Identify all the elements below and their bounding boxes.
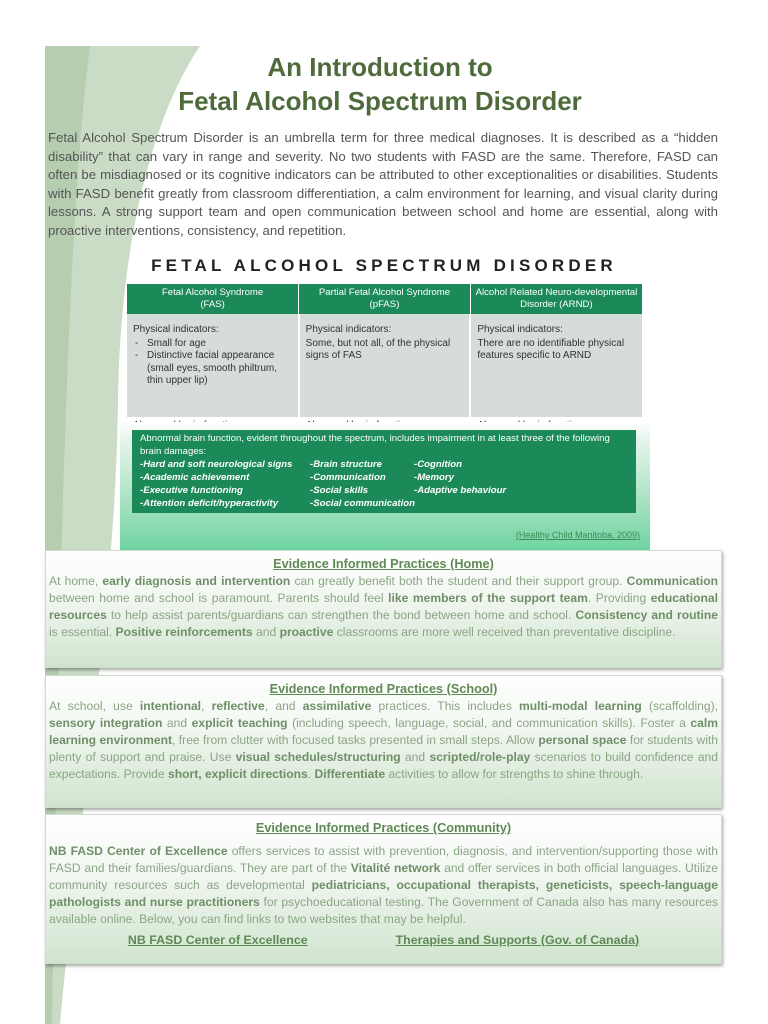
- impairment-item: -Academic achievement: [140, 472, 250, 483]
- impairment-item: -Communication: [310, 472, 386, 483]
- impairment-item: -Cognition: [414, 459, 462, 470]
- impairment-column-1: [140, 458, 292, 510]
- school-heading: Evidence Informed Practices (School): [269, 682, 498, 696]
- indicators-label: Physical indicators:: [305, 324, 392, 335]
- community-heading: Evidence Informed Practices (Community): [255, 821, 512, 835]
- community-practices-box: [45, 814, 722, 964]
- indicators-label: Physical indicators:: [133, 324, 219, 335]
- intro-paragraph: Fetal Alcohol Spectrum Disorder is an umbrella term for three medical diagnoses. It is described as a “hidden disability” that can vary in range and severity. No two students with FASD are the same. Therefore, FASD can often be misdiagnosed or its cognitive indicators can be attributed to other exceptionalities or disabilities. Students with FASD benefit greatly from classroom differentiation, a calm environment for learning, and visual clarity during lessons. A strong support team and open communication between school and home are essential, along with proactive interventions, consistency, and repetition.: [48, 130, 718, 238]
- table-header-arnd: Alcohol Related Neuro-developmental Disorder (ARND): [470, 284, 642, 314]
- impairment-box: [132, 430, 636, 513]
- list-item: - Small for age: [145, 338, 292, 351]
- table-cell-pfas: [299, 314, 471, 417]
- page-title-line2: Fetal Alcohol Spectrum Disorder: [178, 86, 582, 116]
- fas-bullets: [133, 338, 292, 388]
- arnd-text: There are no identifiable physical features specific to ARND: [477, 337, 625, 361]
- page-title-line1: An Introduction to: [267, 52, 493, 82]
- impairment-item: -Brain structure: [310, 459, 382, 470]
- nb-fasd-center-link[interactable]: NB FASD Center of Excellence: [127, 933, 308, 947]
- table-header-pfas: Partial Fetal Alcohol Syndrome (pFAS): [299, 284, 471, 314]
- indicators-label: Physical indicators:: [477, 324, 563, 335]
- impairment-column-3: [414, 458, 506, 497]
- table-cell-arnd: [470, 314, 642, 417]
- impairment-column-2: [310, 458, 415, 510]
- table-cell-fas: [127, 314, 299, 417]
- impairment-item: -Social skills: [310, 485, 369, 496]
- figure-citation: (Healthy Child Manitoba, 2009): [515, 530, 640, 540]
- school-practices-box: [45, 675, 722, 808]
- impairment-item: -Memory: [414, 472, 454, 483]
- table-header-fas: Fetal Alcohol Syndrome (FAS): [127, 284, 299, 314]
- diagnosis-table: [127, 284, 642, 417]
- school-paragraph: At school, use intentional, reflective, and assimilative practices. This includes multi-modal learning (scaffolding), sensory integration and explicit teaching (including speech, language, social, and communication skills). Foster a calm learning environment, free from clutter with focused tasks presented in small steps. Allow personal space for students with plenty of support and praise. Use visual schedules/structuring and scripted/role-play scenarios to build confidence and expectations. Provide short, explicit directions. Differentiate activities to allow for strengths to shine through.: [49, 699, 719, 781]
- list-item: - Distinctive facial appearance (small eyes, smooth philtrum, thin upper lip): [145, 350, 292, 388]
- figure-title: FETAL ALCOHOL SPECTRUM DISORDER: [151, 256, 617, 275]
- community-paragraph: NB FASD Center of Excellence offers services to assist with prevention, diagnosis, and intervention/supporting those with FASD and their families/guardians. They are part of the Vitalité network and offer services in both official languages. Utilize community resources such as developmental pediatricians, occupational therapists, geneticists, speech-language pathologists and nurse practitioners for psychoeducational testing. The Government of Canada also has many resources available online. Below, you can find links to two websites that may be helpful.: [49, 844, 718, 926]
- home-practices-box: [45, 550, 722, 668]
- impairment-item: -Adaptive behaviour: [414, 485, 507, 496]
- therapies-supports-link[interactable]: Therapies and Supports (Gov. of Canada): [395, 933, 640, 947]
- resource-links: [49, 932, 718, 949]
- impairment-item: -Executive functioning: [140, 485, 243, 496]
- pfas-text: Some, but not all, of the physical signs of FAS: [305, 337, 451, 361]
- impairment-item: -Hard and soft neurological signs: [140, 459, 293, 470]
- impairment-item: -Attention deficit/hyperactivity: [140, 498, 279, 509]
- impairment-item: -Social communication: [310, 498, 416, 509]
- home-paragraph: At home, early diagnosis and intervention can greatly benefit both the student and their support group. Communication between home and school is paramount. Parents should feel like members of the support team. Providing educational resources to help assist parents/guardians can strengthen the bond between home and school. Consistency and routine is essential. Positive reinforcements and proactive classrooms are more well received than preventative discipline.: [49, 574, 718, 639]
- home-heading: Evidence Informed Practices (Home): [273, 557, 494, 571]
- impairment-intro: Abnormal brain function, evident throughout the spectrum, includes impairment in at least three of the following brain damages:: [140, 433, 610, 457]
